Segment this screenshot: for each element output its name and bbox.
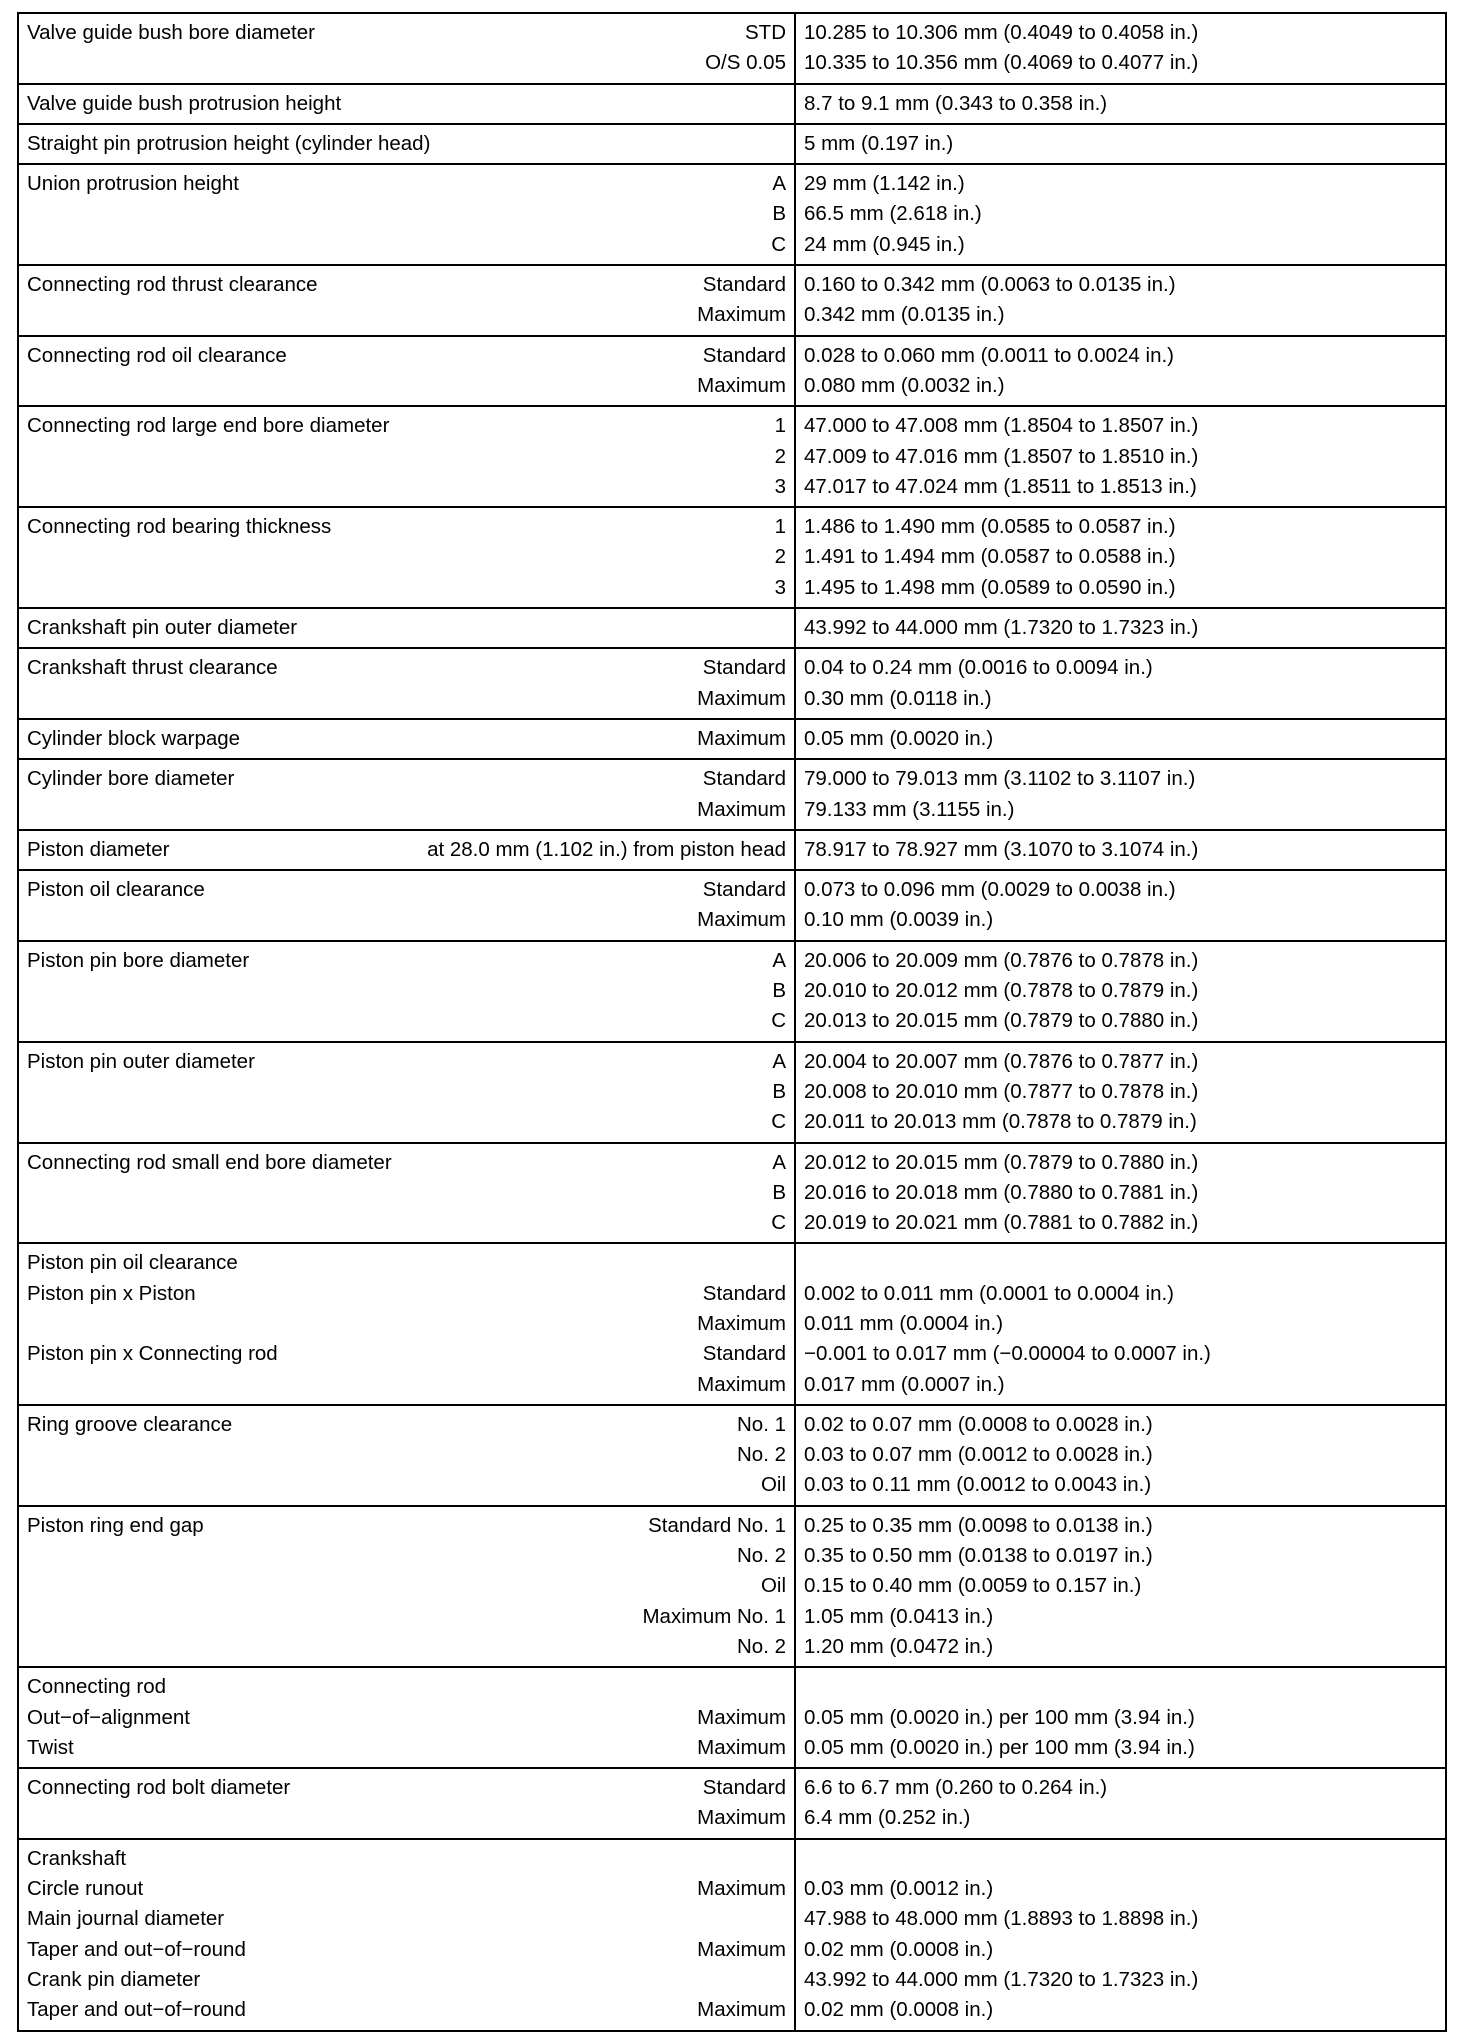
table-row xyxy=(18,164,1446,265)
spec-value-cell xyxy=(795,648,1446,719)
spec-line xyxy=(27,1773,786,1803)
spec-value: 20.016 to 20.018 mm (0.7880 to 0.7881 in.) xyxy=(804,1180,1199,1204)
spec-value: 0.05 mm (0.0020 in.) per 100 mm (3.94 in.) xyxy=(804,1705,1195,1729)
spec-value: 20.006 to 20.009 mm (0.7876 to 0.7878 in.) xyxy=(804,948,1199,972)
spec-value: 0.080 mm (0.0032 in.) xyxy=(804,373,1005,397)
spec-line xyxy=(27,875,786,905)
spec-label: Straight pin protrusion height (cylinder head) xyxy=(27,131,431,155)
spec-value-cell xyxy=(795,265,1446,336)
table-row xyxy=(18,124,1446,164)
spec-label: Out−of−alignment xyxy=(27,1705,190,1729)
spec-line xyxy=(27,1995,786,2025)
spec-value: 0.028 to 0.060 mm (0.0011 to 0.0024 in.) xyxy=(804,343,1175,367)
spec-line xyxy=(27,1874,786,1904)
spec-condition: A xyxy=(772,1150,786,1174)
table-row xyxy=(18,13,1446,84)
spec-line xyxy=(27,1077,786,1107)
spec-value-cell xyxy=(795,336,1446,407)
spec-label: Union protrusion height xyxy=(27,172,239,196)
spec-condition: 3 xyxy=(774,474,786,498)
spec-label: Crankshaft xyxy=(27,1846,127,1870)
spec-value-cell xyxy=(795,84,1446,124)
spec-value: 20.012 to 20.015 mm (0.7879 to 0.7880 in.) xyxy=(804,1150,1199,1174)
spec-line xyxy=(27,835,786,865)
spec-value: 0.342 mm (0.0135 in.) xyxy=(804,303,1005,327)
spec-condition: Standard xyxy=(702,1776,786,1800)
spec-item-cell xyxy=(18,1042,795,1143)
spec-value-cell xyxy=(795,1243,1446,1404)
spec-label: Piston pin oil clearance xyxy=(27,1251,238,1275)
spec-value: 0.15 to 0.40 mm (0.0059 to 0.157 in.) xyxy=(804,1574,1142,1598)
spec-condition: Maximum xyxy=(697,1937,786,1961)
spec-line xyxy=(27,371,786,401)
spec-value-cell xyxy=(795,13,1446,84)
spec-line xyxy=(27,613,786,643)
spec-item-cell xyxy=(18,265,795,336)
spec-value-cell xyxy=(795,507,1446,608)
spec-line xyxy=(27,472,786,502)
spec-condition: B xyxy=(772,202,786,226)
spec-label: Connecting rod bolt diameter xyxy=(27,1776,291,1800)
spec-value-cell xyxy=(795,759,1446,830)
spec-condition: C xyxy=(771,232,786,256)
spec-item-cell xyxy=(18,164,795,265)
spec-value: 0.073 to 0.096 mm (0.0029 to 0.0038 in.) xyxy=(804,878,1176,902)
spec-value-cell xyxy=(795,164,1446,265)
spec-label: Piston pin x Connecting rod xyxy=(27,1342,278,1366)
spec-condition: B xyxy=(772,979,786,1003)
spec-line xyxy=(27,512,786,542)
spec-value-cell xyxy=(795,870,1446,941)
table-row xyxy=(18,648,1446,719)
spec-value-cell xyxy=(795,1768,1446,1839)
spec-label: Crankshaft thrust clearance xyxy=(27,656,278,680)
spec-value-cell xyxy=(795,830,1446,870)
spec-line xyxy=(27,1309,786,1339)
spec-value: 0.02 to 0.07 mm (0.0008 to 0.0028 in.) xyxy=(804,1412,1153,1436)
spec-value: 47.017 to 47.024 mm (1.8511 to 1.8513 in.) xyxy=(804,474,1197,498)
spec-item-cell xyxy=(18,507,795,608)
spec-condition: O/S 0.05 xyxy=(705,51,786,75)
spec-item-cell xyxy=(18,941,795,1042)
table-row xyxy=(18,84,1446,124)
spec-line xyxy=(27,48,786,78)
spec-value: 0.30 mm (0.0118 in.) xyxy=(804,686,992,710)
spec-value-cell xyxy=(795,124,1446,164)
table-row xyxy=(18,870,1446,941)
spec-line xyxy=(27,1248,786,1278)
spec-item-cell xyxy=(18,406,795,507)
spec-line xyxy=(27,1672,786,1702)
spec-label: Valve guide bush protrusion height xyxy=(27,91,342,115)
spec-condition: No. 2 xyxy=(737,1544,786,1568)
spec-condition: A xyxy=(772,1049,786,1073)
spec-value xyxy=(804,1248,1437,1278)
spec-value: 20.019 to 20.021 mm (0.7881 to 0.7882 in.) xyxy=(804,1211,1199,1235)
spec-value: 20.004 to 20.007 mm (0.7876 to 0.7877 in.) xyxy=(804,1049,1199,1073)
spec-item-cell xyxy=(18,759,795,830)
spec-label: Cylinder bore diameter xyxy=(27,767,235,791)
spec-condition: Standard xyxy=(702,656,786,680)
spec-line xyxy=(27,905,786,935)
spec-condition: Maximum xyxy=(697,303,786,327)
spec-label: Twist xyxy=(27,1735,74,1759)
spec-value: 79.133 mm (3.1155 in.) xyxy=(804,797,1015,821)
spec-value: 66.5 mm (2.618 in.) xyxy=(804,202,982,226)
spec-table xyxy=(17,12,1447,2032)
spec-line xyxy=(27,1844,786,1874)
spec-line xyxy=(27,946,786,976)
table-row xyxy=(18,265,1446,336)
spec-line xyxy=(27,1935,786,1965)
spec-line xyxy=(27,764,786,794)
spec-value-cell xyxy=(795,719,1446,759)
table-row xyxy=(18,1839,1446,2031)
spec-table-body xyxy=(18,13,1446,2031)
spec-label: Connecting rod thrust clearance xyxy=(27,273,318,297)
spec-value: 47.009 to 47.016 mm (1.8507 to 1.8510 in.) xyxy=(804,444,1199,468)
spec-condition: No. 2 xyxy=(737,1443,786,1467)
spec-value xyxy=(804,1672,1437,1702)
spec-line xyxy=(27,1904,786,1934)
table-row xyxy=(18,759,1446,830)
spec-line xyxy=(27,1803,786,1833)
spec-condition: 2 xyxy=(774,545,786,569)
table-row xyxy=(18,1042,1446,1143)
spec-label: Connecting rod small end bore diameter xyxy=(27,1150,392,1174)
table-row xyxy=(18,1667,1446,1768)
spec-condition: 2 xyxy=(774,444,786,468)
spec-line xyxy=(27,1339,786,1369)
spec-label: Connecting rod oil clearance xyxy=(27,343,287,367)
spec-condition: Maximum xyxy=(697,726,786,750)
table-row xyxy=(18,406,1446,507)
spec-condition: Maximum xyxy=(697,908,786,932)
spec-value: 0.02 mm (0.0008 in.) xyxy=(804,1937,994,1961)
spec-label: Cylinder block warpage xyxy=(27,726,241,750)
spec-label: Taper and out−of−round xyxy=(27,1998,246,2022)
spec-label: Crank pin diameter xyxy=(27,1967,201,1991)
spec-item-cell xyxy=(18,1839,795,2031)
spec-line xyxy=(27,18,786,48)
table-row xyxy=(18,1768,1446,1839)
spec-line xyxy=(27,653,786,683)
spec-line xyxy=(27,1006,786,1036)
spec-value: 20.011 to 20.013 mm (0.7878 to 0.7879 in.) xyxy=(804,1110,1197,1134)
spec-item-cell xyxy=(18,1243,795,1404)
spec-item-cell xyxy=(18,1405,795,1506)
spec-line xyxy=(27,270,786,300)
spec-value: 47.988 to 48.000 mm (1.8893 to 1.8898 in.) xyxy=(804,1907,1199,1931)
spec-line xyxy=(27,230,786,260)
spec-line xyxy=(27,199,786,229)
spec-value-cell xyxy=(795,406,1446,507)
spec-label: Circle runout xyxy=(27,1877,144,1901)
spec-value: 0.35 to 0.50 mm (0.0138 to 0.0197 in.) xyxy=(804,1544,1153,1568)
spec-item-cell xyxy=(18,1768,795,1839)
spec-condition: Standard No. 1 xyxy=(648,1513,786,1537)
spec-line xyxy=(27,411,786,441)
spec-value: 1.486 to 1.490 mm (0.0585 to 0.0587 in.) xyxy=(804,515,1176,539)
spec-item-cell xyxy=(18,13,795,84)
spec-label: Piston oil clearance xyxy=(27,878,205,902)
table-row xyxy=(18,1506,1446,1667)
table-row xyxy=(18,608,1446,648)
spec-condition: Maximum No. 1 xyxy=(642,1604,786,1628)
spec-value: 10.335 to 10.356 mm (0.4069 to 0.4077 in.) xyxy=(804,51,1199,75)
spec-value: 20.008 to 20.010 mm (0.7877 to 0.7878 in.) xyxy=(804,1079,1199,1103)
spec-label: Piston ring end gap xyxy=(27,1513,204,1537)
spec-condition: Maximum xyxy=(697,1806,786,1830)
spec-value: 1.20 mm (0.0472 in.) xyxy=(804,1634,994,1658)
spec-label: Ring groove clearance xyxy=(27,1412,233,1436)
spec-item-cell xyxy=(18,830,795,870)
spec-line xyxy=(27,1208,786,1238)
spec-value: 0.05 mm (0.0020 in.) per 100 mm (3.94 in.) xyxy=(804,1735,1195,1759)
spec-condition: Maximum xyxy=(697,1311,786,1335)
spec-condition: C xyxy=(771,1110,786,1134)
spec-value: 0.05 mm (0.0020 in.) xyxy=(804,726,994,750)
spec-item-cell xyxy=(18,1506,795,1667)
spec-value-cell xyxy=(795,1506,1446,1667)
spec-value: 0.011 mm (0.0004 in.) xyxy=(804,1311,1004,1335)
table-row xyxy=(18,336,1446,407)
spec-label: Piston pin outer diameter xyxy=(27,1049,255,1073)
spec-line xyxy=(27,542,786,572)
spec-condition: 1 xyxy=(774,414,786,438)
spec-value: 0.160 to 0.342 mm (0.0063 to 0.0135 in.) xyxy=(804,273,1176,297)
spec-line xyxy=(27,724,786,754)
spec-value: 1.495 to 1.498 mm (0.0589 to 0.0590 in.) xyxy=(804,575,1176,599)
table-row xyxy=(18,507,1446,608)
table-row xyxy=(18,941,1446,1042)
spec-value: 20.010 to 20.012 mm (0.7878 to 0.7879 in.) xyxy=(804,979,1199,1003)
spec-value: 29 mm (1.142 in.) xyxy=(804,172,965,196)
spec-condition: No. 2 xyxy=(737,1634,786,1658)
spec-condition: Maximum xyxy=(697,686,786,710)
spec-condition: Maximum xyxy=(697,1735,786,1759)
spec-condition: B xyxy=(772,1180,786,1204)
spec-condition: Standard xyxy=(702,273,786,297)
spec-value: 20.013 to 20.015 mm (0.7879 to 0.7880 in.) xyxy=(804,1009,1199,1033)
spec-line xyxy=(27,300,786,330)
spec-value: 78.917 to 78.927 mm (3.1070 to 3.1074 in.) xyxy=(804,837,1199,861)
spec-item-cell xyxy=(18,608,795,648)
table-row xyxy=(18,1405,1446,1506)
spec-item-cell xyxy=(18,336,795,407)
spec-value: −0.001 to 0.017 mm (−0.00004 to 0.0007 in.) xyxy=(804,1342,1211,1366)
spec-value: 1.491 to 1.494 mm (0.0587 to 0.0588 in.) xyxy=(804,545,1176,569)
spec-line xyxy=(27,1733,786,1763)
spec-condition: C xyxy=(771,1211,786,1235)
spec-condition: Standard xyxy=(702,767,786,791)
spec-value: 6.4 mm (0.252 in.) xyxy=(804,1806,971,1830)
table-row xyxy=(18,1243,1446,1404)
spec-item-cell xyxy=(18,84,795,124)
spec-line xyxy=(27,1511,786,1541)
spec-value: 8.7 to 9.1 mm (0.343 to 0.358 in.) xyxy=(804,91,1108,115)
spec-value: 0.04 to 0.24 mm (0.0016 to 0.0094 in.) xyxy=(804,656,1153,680)
spec-item-cell xyxy=(18,124,795,164)
spec-line xyxy=(27,573,786,603)
spec-value: 0.02 mm (0.0008 in.) xyxy=(804,1998,994,2022)
spec-condition: 3 xyxy=(774,575,786,599)
spec-line xyxy=(27,976,786,1006)
spec-condition: B xyxy=(772,1079,786,1103)
table-row xyxy=(18,719,1446,759)
spec-line xyxy=(27,1178,786,1208)
spec-label: Crankshaft pin outer diameter xyxy=(27,616,298,640)
spec-label: Connecting rod bearing thickness xyxy=(27,515,332,539)
spec-value xyxy=(804,1844,1437,1874)
spec-item-cell xyxy=(18,870,795,941)
spec-condition: Standard xyxy=(702,1281,786,1305)
spec-label: Connecting rod xyxy=(27,1675,167,1699)
spec-line xyxy=(27,795,786,825)
spec-value-cell xyxy=(795,941,1446,1042)
spec-line xyxy=(27,169,786,199)
spec-line xyxy=(27,1047,786,1077)
spec-value: 10.285 to 10.306 mm (0.4049 to 0.4058 in.) xyxy=(804,21,1199,44)
spec-condition: Standard xyxy=(702,343,786,367)
spec-condition: Oil xyxy=(760,1473,786,1497)
spec-item-cell xyxy=(18,1143,795,1244)
spec-line xyxy=(27,442,786,472)
spec-condition: No. 1 xyxy=(737,1412,786,1436)
spec-condition: Maximum xyxy=(697,1877,786,1901)
spec-label: Connecting rod large end bore diameter xyxy=(27,414,390,438)
spec-condition: A xyxy=(772,948,786,972)
spec-condition: Maximum xyxy=(697,373,786,397)
spec-line xyxy=(27,1632,786,1662)
spec-value: 0.002 to 0.011 mm (0.0001 to 0.0004 in.) xyxy=(804,1281,1175,1305)
spec-value: 0.03 to 0.07 mm (0.0012 to 0.0028 in.) xyxy=(804,1443,1153,1467)
spec-line xyxy=(27,1410,786,1440)
spec-condition: Maximum xyxy=(697,1998,786,2022)
spec-value-cell xyxy=(795,1042,1446,1143)
spec-value: 47.000 to 47.008 mm (1.8504 to 1.8507 in.) xyxy=(804,414,1199,438)
spec-value-cell xyxy=(795,1405,1446,1506)
spec-value-cell xyxy=(795,1667,1446,1768)
spec-value: 6.6 to 6.7 mm (0.260 to 0.264 in.) xyxy=(804,1776,1108,1800)
spec-value: 0.25 to 0.35 mm (0.0098 to 0.0138 in.) xyxy=(804,1513,1153,1537)
spec-condition: Standard xyxy=(702,1342,786,1366)
spec-value: 0.03 mm (0.0012 in.) xyxy=(804,1877,994,1901)
spec-value-cell xyxy=(795,608,1446,648)
spec-label: Taper and out−of−round xyxy=(27,1937,246,1961)
table-row xyxy=(18,830,1446,870)
spec-line xyxy=(27,1703,786,1733)
spec-condition: at 28.0 mm (1.102 in.) from piston head xyxy=(427,837,786,861)
spec-line xyxy=(27,1571,786,1601)
spec-line xyxy=(27,129,786,159)
spec-value: 79.000 to 79.013 mm (3.1102 to 3.1107 in.) xyxy=(804,767,1196,791)
spec-value: 24 mm (0.945 in.) xyxy=(804,232,965,256)
spec-value: 43.992 to 44.000 mm (1.7320 to 1.7323 in.) xyxy=(804,1967,1199,1991)
spec-condition: Oil xyxy=(760,1574,786,1598)
spec-label: Piston pin bore diameter xyxy=(27,948,250,972)
spec-value: 0.03 to 0.11 mm (0.0012 to 0.0043 in.) xyxy=(804,1473,1152,1497)
spec-condition: Standard xyxy=(702,878,786,902)
spec-label: Piston diameter xyxy=(27,837,170,861)
table-row xyxy=(18,1143,1446,1244)
spec-line xyxy=(27,341,786,371)
spec-line xyxy=(27,1965,786,1995)
spec-line xyxy=(27,89,786,119)
spec-label: Valve guide bush bore diameter xyxy=(27,21,315,44)
spec-label: Piston pin x Piston xyxy=(27,1281,196,1305)
spec-item-cell xyxy=(18,648,795,719)
spec-line xyxy=(27,1440,786,1470)
spec-line xyxy=(27,1148,786,1178)
spec-condition: 1 xyxy=(774,515,786,539)
spec-value-cell xyxy=(795,1839,1446,2031)
spec-line xyxy=(27,1279,786,1309)
spec-condition: A xyxy=(772,172,786,196)
spec-value: 1.05 mm (0.0413 in.) xyxy=(804,1604,994,1628)
spec-line xyxy=(27,1470,786,1500)
spec-line xyxy=(27,1107,786,1137)
spec-condition: Maximum xyxy=(697,797,786,821)
spec-condition: C xyxy=(771,1009,786,1033)
spec-value: 43.992 to 44.000 mm (1.7320 to 1.7323 in.) xyxy=(804,616,1199,640)
spec-item-cell xyxy=(18,1667,795,1768)
spec-item-cell xyxy=(18,719,795,759)
spec-value: 0.017 mm (0.0007 in.) xyxy=(804,1372,1005,1396)
spec-value: 5 mm (0.197 in.) xyxy=(804,131,954,155)
spec-line xyxy=(27,1602,786,1632)
spec-condition: Maximum xyxy=(697,1705,786,1729)
spec-line xyxy=(27,1541,786,1571)
spec-line xyxy=(27,1370,786,1400)
spec-value: 0.10 mm (0.0039 in.) xyxy=(804,908,994,932)
spec-label: Main journal diameter xyxy=(27,1907,225,1931)
spec-line xyxy=(27,684,786,714)
spec-value-cell xyxy=(795,1143,1446,1244)
spec-condition: Maximum xyxy=(697,1372,786,1396)
spec-condition: STD xyxy=(745,21,786,44)
